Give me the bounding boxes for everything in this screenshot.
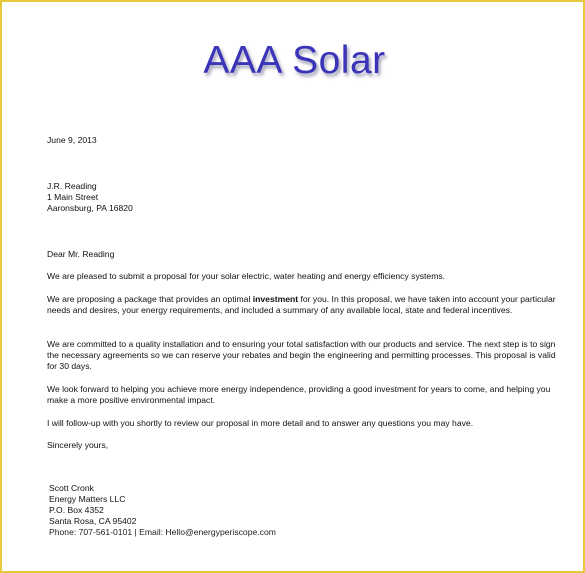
recipient-address: [47, 181, 557, 214]
company-title: AAA Solar: [203, 39, 386, 82]
recipient-city: Aaronsburg, PA 16820: [47, 203, 133, 213]
paragraph-5-text: I will follow-up with you shortly to review our proposal in more detail and to answer any questions you may have.: [47, 418, 474, 428]
paragraph-3-text: We are committed to a quality installation and to ensuring your total satisfaction with our products and service. The next step is to sign the necessary agreements so we can reserve your rebates and begin the engineering and permitting processes. This proposal is valid for 30 days.: [47, 339, 556, 371]
letter-date: [47, 135, 557, 146]
date-text: June 9, 2013: [47, 135, 97, 145]
salutation: [47, 249, 557, 260]
recipient-street: 1 Main Street: [47, 192, 99, 202]
signer-po-box: P.O. Box 4352: [49, 505, 104, 515]
paragraph-2: [47, 294, 557, 316]
signer-name: Scott Cronk: [49, 483, 94, 493]
paragraph-2-bold: investment: [252, 294, 299, 304]
closing-text: Sincerely yours,: [47, 440, 109, 450]
paragraph-1-text: We are pleased to submit a proposal for your solar electric, water heating and energy efficiency systems.: [47, 271, 446, 281]
signer-contact: Phone: 707-561-0101 | Email: Hello@energyperiscope.com: [49, 527, 276, 537]
paragraph-1: [47, 271, 557, 282]
signature-block: [49, 483, 559, 538]
paragraph-5: [47, 418, 557, 429]
paragraph-2-lead: We are proposing a package that provides an optimal: [47, 294, 253, 304]
paragraph-4: [47, 384, 557, 406]
paragraph-4-text: We look forward to helping you achieve more energy independence, providing a good investment for years to come, and helping you make a more positive environmental impact.: [47, 384, 551, 405]
closing: [47, 440, 557, 451]
paragraph-2-rest: for you. In this proposal, we have taken into account your particular needs and desires, your energy requirements, and included a summary of any available local, state and federal incentives.: [47, 294, 556, 315]
salutation-text: Dear Mr. Reading: [47, 249, 115, 259]
signer-company: Energy Matters LLC: [49, 494, 126, 504]
recipient-name: J.R. Reading: [47, 181, 97, 191]
signer-city: Santa Rosa, CA 95402: [49, 516, 137, 526]
paragraph-2-text: [47, 294, 557, 316]
paragraph-3: [47, 339, 557, 372]
